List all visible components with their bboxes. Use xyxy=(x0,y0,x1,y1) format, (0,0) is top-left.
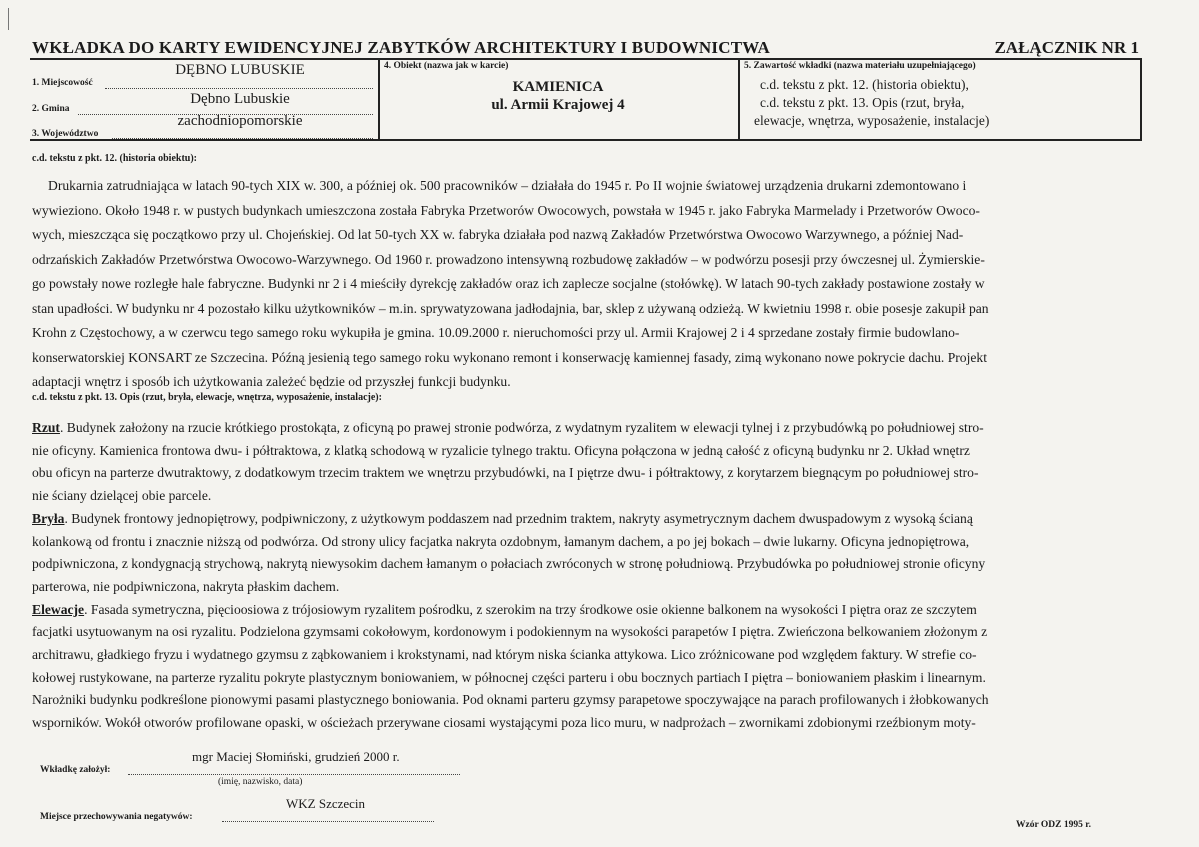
bryla-line: podpiwniczona, z kondygnacją strychową, nakrytą niewysokim dachem łamanym o połaciach zwróconych w stronę południową. Przybudówka po południowej stronie oficyny xyxy=(32,556,986,572)
author-label: Wkładkę założył: xyxy=(40,765,111,775)
storage-value: WKZ Szczecin xyxy=(286,796,366,811)
history-heading: c.d. tekstu z pkt. 12. (historia obiektu): xyxy=(32,153,198,164)
rzut-line: Rzut. Budynek założony na rzucie krótkiego prostokąta, z oficyną po prawej stronie podwórza, z wydatnym ryzalitem w elewacji tylnej i z przybudówką po południowej stro- xyxy=(32,420,984,435)
contents-line-3: elewacje, wnętrza, wyposażenie, instalacje) xyxy=(754,113,990,128)
history-text xyxy=(32,174,1138,395)
object-label: 4. Obiekt (nazwa jak w karcie) xyxy=(384,61,509,71)
description-heading: c.d. tekstu z pkt. 13. Opis (rzut, bryła, elewacje, wnętrza, wyposażenie, instalacje): xyxy=(32,392,382,403)
bryla-label: Bryła xyxy=(32,510,65,526)
annex-number: ZAŁĄCZNIK NR 1 xyxy=(994,38,1139,57)
scan-mark xyxy=(8,8,9,30)
header-right-border xyxy=(1140,58,1142,141)
history-line: Krohn z Częstochowy, a w czerwcu tego samego roku wykupiła je gmina. 10.09.2000 r. nieruchomości przy ul. Armii Krajowej 2 i 4 sprzedane zostały firmie budowlano- xyxy=(32,325,960,340)
elewacje-line: wsporników. Wokół otworów profilowane opaski, w ościeżach przerywane ciosami wystającymi poza lico muru, w nadprożach – zwornikami zdobionymi rzeźbionym moty- xyxy=(32,715,976,731)
form-code: Wzór ODZ 1995 r. xyxy=(1016,820,1091,830)
elewacje-line: Narożniki budynku podkreślone pionowymi pasami plastycznego boniowania. Pod oknami parteru gzymsy parapetowe spoczywające na parach profilowanych i żłobkowanych xyxy=(32,692,989,708)
author-value: mgr Maciej Słomiński, grudzień 2000 r. xyxy=(192,749,400,764)
locality-label: 1. Miejscowość xyxy=(32,78,93,88)
locality-dots xyxy=(105,88,373,89)
object-address: ul. Armii Krajowej 4 xyxy=(491,97,625,113)
header-divider-2 xyxy=(738,58,740,141)
locality-value: DĘBNO LUBUSKIE xyxy=(175,62,305,78)
elewacje-line: Elewacje. Fasada symetryczna, pięcioosiowa z trójosiowym ryzalitem pośrodku, z szerokim na trzy środkowe osie okienne balkonem na wysokości I piętra oraz ze szczytem xyxy=(32,601,977,617)
bryla-line: Bryła. Budynek frontowy jednopiętrowy, podpiwniczony, z użytkowym poddaszem nad przednim traktem, nakryty asymetrycznym dachem dwuspadowym z wysoką ścianą xyxy=(32,510,973,526)
header-bottom-rule xyxy=(30,139,1142,141)
rzut-line: obu oficyn na parterze dwutraktowy, z dodatkowym trzecim traktem we wnętrzu przybudówki, na I piętrze dwu- i półtraktowy, z korytarzem biegnącym po południowej stro- xyxy=(32,465,979,481)
rzut-label: Rzut xyxy=(32,420,60,435)
history-line: stan upadłości. W budynku nr 4 pozostało kilku użytkowników – m.in. sprywatyzowana jadłodajnia, bar, sklep z używaną odzieżą. W kwietniu 1998 r. obie posesje zakupił pan xyxy=(32,300,989,316)
bryla-line: kolankową od frontu i znacznie niższą od podwórza. Od strony ulicy facjatka nakryta ozdobnym, łamanym dachem, a po jej bokach – dwie lukarny. Oficyna jednopiętrowa, xyxy=(32,533,970,549)
history-line: go powstały nowe rozległe hale fabryczne. Budynki nr 2 i 4 mieściły dyrekcję zakładów oraz ich zaplecze socjalne (stołówkę). W latach 90-tych zakłady postawione zostały w xyxy=(32,276,985,291)
header-top-rule xyxy=(30,58,1142,60)
voivodeship-value: zachodniopomorskie xyxy=(177,113,303,129)
voivodeship-dots xyxy=(112,138,373,139)
rzut-line: nie ściany dzielącej obie parcele. xyxy=(32,488,212,504)
commune-value: Dębno Lubuskie xyxy=(190,91,290,107)
elewacje-line: kołowej rustykowane, na parterze ryzalitu pokryte plastycznym boniowaniem, w północnej części parteru i obu bocznych partiach I piętra – boniowaniem płaskim i linearnym. xyxy=(32,669,986,685)
author-hint: (imię, nazwisko, data) xyxy=(218,777,303,787)
elewacje-line: architrawu, gładkiego fryzu i wydatnego gzymsu z ząbkowaniem i krokstynami, nad którym niska ścianka attykowa. Lico zróżnicowane pod względem faktury. W strefie co- xyxy=(32,647,977,663)
description-text xyxy=(32,417,1138,735)
object-name: KAMIENICA xyxy=(512,79,604,95)
author-dots xyxy=(128,774,460,775)
contents-label: 5. Zawartość wkładki (nazwa materiału uzupełniającego) xyxy=(744,61,976,71)
history-line: odrzańskich Zakładów Przetwórstwa Owocowo-Warzywnego. Od 1960 r. prowadzono intensywną rozbudowę zakładów – w podwórzu posesji przy ówczesnej ul. Żymierskie- xyxy=(32,251,985,267)
storage-label: Miejsce przechowywania negatywów: xyxy=(40,812,193,822)
history-line: adaptacji wnętrz i sposób ich użytkowania zależeć będzie od przyszłej funkcji budynku. xyxy=(32,374,511,389)
contents-line-2: c.d. tekstu z pkt. 13. Opis (rzut, bryła, xyxy=(760,95,965,110)
elewacje-label: Elewacje xyxy=(32,601,85,617)
bryla-line: parterowa, nie podpiwniczona, nakryta płaskim dachem. xyxy=(32,578,340,594)
form-title: WKŁADKA DO KARTY EWIDENCYJNEJ ZABYTKÓW ARCHITEKTURY I BUDOWNICTWA xyxy=(32,38,771,57)
storage-dots xyxy=(222,821,434,822)
history-line: wych, mieszcząca się początkowo przy ul. Chojeńskiej. Od lat 50-tych XX w. fabryka działała pod nazwą Zakładów Przetwórstwa Owocowo Warzywnego, a później Nad- xyxy=(32,227,964,242)
elewacje-line: facjatki usytuowanym na osi ryzalitu. Podzielona gzymsami cokołowym, kordonowym i podokiennym na wysokości parapetów I piętra. Zwieńczona belkowaniem złożonym z xyxy=(32,624,988,640)
rzut-line: nie oficyny. Kamienica frontowa dwu- i półtraktowa, z klatką schodową w ryzalicie tylnego traktu. Oficyna połączona w jedną całość z oficyną budynku nr 2. Układ wnętrz xyxy=(32,442,970,458)
history-line: konserwatorskiej KONSART ze Szczecina. Późną jesienią tego samego roku wykonano remont i konserwację kamiennej fasady, zimą wykonano nowe pokrycie dachu. Projekt xyxy=(32,349,987,365)
commune-label: 2. Gmina xyxy=(32,104,70,114)
voivodeship-label: 3. Województwo xyxy=(32,129,99,139)
history-line: Drukarnia zatrudniająca w latach 90-tych XIX w. 300, a później ok. 500 pracowników – działała do 1945 r. Po II wojnie światowej urządzenia drukarni zdemontowano i xyxy=(48,178,967,193)
contents-line-1: c.d. tekstu z pkt. 12. (historia obiektu), xyxy=(760,77,969,92)
history-line: wywieziono. Około 1948 r. w pustych budynkach umieszczona została Fabryka Przetworów Owocowych, powstała w 1945 r. jako Fabryka Marmelady i Przetworów Owoco- xyxy=(32,202,980,218)
